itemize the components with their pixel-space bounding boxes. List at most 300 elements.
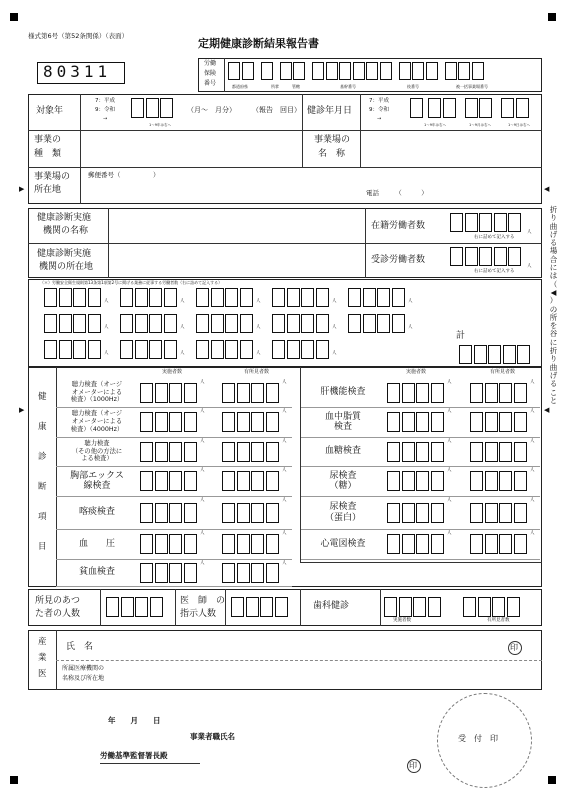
count-digit-box[interactable] [514,534,527,554]
count-digit-box[interactable] [120,288,133,307]
count-digit-box[interactable] [316,314,329,333]
count-digit-box[interactable] [485,471,498,491]
fold-marker: ◀ [544,406,550,414]
count-digit-box[interactable] [211,340,224,359]
count-digit-box[interactable] [402,503,415,523]
exam-count-boxes[interactable] [470,442,527,462]
count-digit-box[interactable] [266,534,279,554]
count-digit-box[interactable] [251,383,264,403]
count-digit-box[interactable] [88,340,101,359]
insurance-digit-box[interactable] [380,62,392,80]
count-digit-box[interactable] [363,288,376,307]
count-digit-box[interactable] [184,412,197,432]
count-digit-box[interactable] [470,534,483,554]
count-digit-box[interactable] [150,597,163,617]
count-digit-box[interactable] [140,563,153,583]
dental-findings-boxes[interactable] [463,597,520,617]
count-digit-box[interactable] [301,288,314,307]
count-digit-box[interactable] [499,442,512,462]
count-digit-box[interactable] [237,383,250,403]
count-digit-box[interactable] [231,597,244,617]
count-digit-box[interactable] [287,314,300,333]
insurance-digit-box[interactable] [326,62,338,80]
special-worker-count[interactable] [272,288,329,307]
exam-count-boxes[interactable] [387,383,444,403]
insurance-digit-box[interactable] [353,62,365,80]
count-digit-box[interactable] [514,383,527,403]
count-digit-box[interactable] [240,314,253,333]
exam-count-boxes[interactable] [140,503,197,523]
count-digit-box[interactable] [73,288,86,307]
unit-label: 人 [104,325,109,330]
count-digit-box[interactable] [222,563,235,583]
insurance-digit-box[interactable] [426,62,438,80]
exam-count-boxes[interactable] [140,412,197,432]
count-digit-box[interactable] [431,412,444,432]
count-digit-box[interactable] [237,442,250,462]
count-digit-box[interactable] [499,471,512,491]
count-digit-box[interactable] [399,597,412,617]
count-digit-box[interactable] [348,288,361,307]
unit-label: 人 [530,498,535,503]
enrolled-workers-boxes[interactable] [450,213,521,232]
count-digit-box[interactable] [73,314,86,333]
count-digit-box[interactable] [387,442,400,462]
count-digit-box[interactable] [514,412,527,432]
exam-item-label: 肝機能検査 [320,387,366,398]
special-worker-count[interactable] [196,340,253,359]
count-digit-box[interactable] [494,247,507,266]
total-digit-box[interactable] [503,345,516,364]
special-worker-count[interactable] [120,288,177,307]
count-digit-box[interactable] [140,503,153,523]
count-digit-box[interactable] [363,314,376,333]
exam-item-label: 喀痰検査 [78,507,115,518]
count-digit-box[interactable] [416,383,429,403]
special-worker-count[interactable] [44,314,101,333]
fold-instruction: 折 り 曲 げ る 場 合 に は （ ◀ ） の 所 を 谷 に 折 り 曲 げ る こ と [549,205,558,405]
count-digit-box[interactable] [384,597,397,617]
count-digit-box[interactable] [402,383,415,403]
count-digit-box[interactable] [272,314,285,333]
exam-count-boxes[interactable] [387,412,444,432]
count-digit-box[interactable] [266,412,279,432]
exam-count-boxes[interactable] [387,471,444,491]
count-digit-box[interactable] [225,288,238,307]
count-digit-box[interactable] [184,563,197,583]
count-digit-box[interactable] [169,471,182,491]
exam-count-boxes[interactable] [140,534,197,554]
count-digit-box[interactable] [88,288,101,307]
unit-label: 人 [447,468,452,473]
count-digit-box[interactable] [237,503,250,523]
count-digit-box[interactable] [237,471,250,491]
count-digit-box[interactable] [222,503,235,523]
count-digit-box[interactable] [140,383,153,403]
exam-count-boxes[interactable] [470,534,527,554]
count-digit-box[interactable] [240,288,253,307]
count-digit-box[interactable] [169,383,182,403]
date-digit-box[interactable] [516,98,529,118]
count-digit-box[interactable] [237,412,250,432]
receipt-stamp-label: 受 付 印 [458,734,498,743]
count-digit-box[interactable] [155,471,168,491]
count-digit-box[interactable] [416,503,429,523]
special-worker-count[interactable] [44,340,101,359]
count-digit-box[interactable] [121,597,134,617]
unit-label: 人 [200,380,205,385]
insurance-digit-box[interactable] [472,62,484,80]
exam-count-boxes[interactable] [470,412,527,432]
count-digit-box[interactable] [377,288,390,307]
count-digit-box[interactable] [470,412,483,432]
exam-count-boxes[interactable] [222,383,279,403]
count-digit-box[interactable] [196,314,209,333]
count-digit-box[interactable] [413,597,426,617]
count-digit-box[interactable] [465,213,478,232]
count-digit-box[interactable] [377,314,390,333]
count-digit-box[interactable] [149,288,162,307]
insurance-digit-box[interactable] [458,62,470,80]
unit-label: 人 [530,439,535,444]
count-digit-box[interactable] [240,340,253,359]
exam-count-boxes[interactable] [387,503,444,523]
total-digit-box[interactable] [488,345,501,364]
exam-items-vertical-label: 診 [38,452,47,462]
count-digit-box[interactable] [499,383,512,403]
count-digit-box[interactable] [184,442,197,462]
exam-count-boxes[interactable] [470,503,527,523]
total-digit-box[interactable] [517,345,530,364]
fold-marker: ▶ [19,185,25,193]
exam-item-label: 尿検査 （糖） [329,470,357,491]
insurance-digit-box[interactable] [293,62,305,80]
count-digit-box[interactable] [184,534,197,554]
count-digit-box[interactable] [416,442,429,462]
count-digit-box[interactable] [492,597,505,617]
exam-item-label: 血糖検査 [324,446,361,457]
count-digit-box[interactable] [88,314,101,333]
unit-label: 人 [104,299,109,304]
count-digit-box[interactable] [275,597,288,617]
special-worker-count[interactable] [120,340,177,359]
phone: 電話 （ ） [366,189,428,197]
count-digit-box[interactable] [514,503,527,523]
count-digit-box[interactable] [431,383,444,403]
dental-done-boxes[interactable] [384,597,441,617]
count-digit-box[interactable] [59,288,72,307]
count-digit-box[interactable] [184,503,197,523]
count-digit-box[interactable] [106,597,119,617]
count-digit-box[interactable] [73,340,86,359]
registration-mark [10,776,18,784]
fold-marker: ▶ [19,406,25,414]
count-digit-box[interactable] [184,383,197,403]
form-code: 80311 [43,62,112,81]
count-digit-box[interactable] [149,340,162,359]
count-digit-box[interactable] [431,503,444,523]
count-digit-box[interactable] [222,471,235,491]
exam-count-boxes[interactable] [222,534,279,554]
count-digit-box[interactable] [316,340,329,359]
count-digit-box[interactable] [266,503,279,523]
count-digit-box[interactable] [507,597,520,617]
count-digit-box[interactable] [479,247,492,266]
count-digit-box[interactable] [251,471,264,491]
date-digit-box[interactable] [465,98,478,118]
count-digit-box[interactable] [169,412,182,432]
count-digit-box[interactable] [155,534,168,554]
unit-label: 人 [282,498,287,503]
count-digit-box[interactable] [155,383,168,403]
count-digit-box[interactable] [499,412,512,432]
count-digit-box[interactable] [450,247,463,266]
exam-count-boxes[interactable] [222,563,279,583]
count-digit-box[interactable] [508,247,521,266]
target-year-boxes[interactable] [131,98,173,118]
count-digit-box[interactable] [485,503,498,523]
special-worker-count[interactable] [272,314,329,333]
count-digit-box[interactable] [301,340,314,359]
count-digit-box[interactable] [251,563,264,583]
unit-label: 人 [282,409,287,414]
count-digit-box[interactable] [196,288,209,307]
special-worker-count[interactable] [348,288,405,307]
count-digit-box[interactable] [164,288,177,307]
total-digit-box[interactable] [459,345,472,364]
insurance-digit-box[interactable] [339,62,351,80]
physician-name-label: 氏 名 [66,642,94,652]
count-digit-box[interactable] [251,442,264,462]
count-digit-box[interactable] [222,442,235,462]
count-digit-box[interactable] [287,340,300,359]
count-digit-box[interactable] [387,534,400,554]
count-digit-box[interactable] [211,314,224,333]
count-digit-box[interactable] [140,412,153,432]
count-digit-box[interactable] [164,314,177,333]
count-digit-box[interactable] [479,213,492,232]
count-digit-box[interactable] [465,247,478,266]
count-digit-box[interactable] [237,563,250,583]
exam-count-boxes[interactable] [470,383,527,403]
special-worker-count[interactable] [348,314,405,333]
target-year-label: 対象年 [36,106,64,116]
total-digit-box[interactable] [474,345,487,364]
exam-item-label: 貧血検査 [78,567,115,578]
count-digit-box[interactable] [478,597,491,617]
count-digit-box[interactable] [251,503,264,523]
count-digit-box[interactable] [402,442,415,462]
count-digit-box[interactable] [272,340,285,359]
count-digit-box[interactable] [387,412,400,432]
count-digit-box[interactable] [135,597,148,617]
count-digit-box[interactable] [149,314,162,333]
exam-count-boxes[interactable] [140,383,197,403]
count-digit-box[interactable] [140,442,153,462]
exam-item-label: 尿検査 （蛋白） [324,502,361,523]
insurance-digit-box[interactable] [261,62,273,80]
insurance-digit-box[interactable] [445,62,457,80]
exam-count-boxes[interactable] [222,442,279,462]
insurance-digit-box[interactable] [366,62,378,80]
exam-items-vertical-label: 康 [38,422,47,432]
fold-marker: ◀ [544,185,550,193]
count-digit-box[interactable] [301,314,314,333]
date-digit-box[interactable] [479,98,492,118]
count-digit-box[interactable] [387,383,400,403]
exam-count-boxes[interactable] [222,503,279,523]
special-worker-count[interactable] [272,340,329,359]
date-digit-box[interactable] [443,98,456,118]
count-digit-box[interactable] [196,340,209,359]
count-digit-box[interactable] [155,442,168,462]
year-digit-box[interactable] [146,98,159,118]
insurance-digit-box[interactable] [399,62,411,80]
exam-date-boxes[interactable] [410,98,529,118]
insurance-number-boxes[interactable] [228,62,484,80]
count-digit-box[interactable] [44,340,57,359]
count-digit-box[interactable] [450,213,463,232]
count-digit-box[interactable] [266,563,279,583]
count-digit-box[interactable] [237,534,250,554]
count-digit-box[interactable] [44,314,57,333]
count-digit-box[interactable] [470,442,483,462]
count-digit-box[interactable] [140,534,153,554]
special-worker-count[interactable] [44,288,101,307]
count-digit-box[interactable] [499,534,512,554]
count-digit-box[interactable] [402,534,415,554]
count-digit-box[interactable] [470,471,483,491]
exam-count-boxes[interactable] [140,442,197,462]
unit-label: 人 [200,498,205,503]
date-digit-box[interactable] [501,98,514,118]
count-digit-box[interactable] [494,213,507,232]
count-digit-box[interactable] [287,288,300,307]
findings-count-boxes[interactable] [106,597,163,617]
count-digit-box[interactable] [485,412,498,432]
count-digit-box[interactable] [463,597,476,617]
total-boxes[interactable] [459,345,530,364]
date-digit-box[interactable] [410,98,423,118]
count-digit-box[interactable] [387,503,400,523]
count-digit-box[interactable] [59,340,72,359]
count-digit-box[interactable] [155,563,168,583]
count-digit-box[interactable] [135,288,148,307]
count-digit-box[interactable] [169,534,182,554]
count-digit-box[interactable] [431,534,444,554]
count-digit-box[interactable] [120,340,133,359]
year-digit-box[interactable] [131,98,144,118]
count-digit-box[interactable] [225,340,238,359]
count-digit-box[interactable] [416,412,429,432]
count-digit-box[interactable] [508,213,521,232]
count-digit-box[interactable] [184,471,197,491]
count-digit-box[interactable] [169,442,182,462]
count-digit-box[interactable] [470,383,483,403]
count-digit-box[interactable] [251,412,264,432]
count-digit-box[interactable] [266,471,279,491]
exam-count-boxes[interactable] [387,534,444,554]
count-digit-box[interactable] [169,503,182,523]
count-digit-box[interactable] [135,340,148,359]
count-digit-box[interactable] [316,288,329,307]
count-digit-box[interactable] [514,471,527,491]
count-digit-box[interactable] [431,471,444,491]
count-digit-box[interactable] [428,597,441,617]
year-digit-box[interactable] [160,98,173,118]
exam-count-boxes[interactable] [387,442,444,462]
count-digit-box[interactable] [222,412,235,432]
count-digit-box[interactable] [260,597,273,617]
count-digit-box[interactable] [155,412,168,432]
count-digit-box[interactable] [155,503,168,523]
count-digit-box[interactable] [485,383,498,403]
registration-mark [548,776,556,784]
special-worker-count[interactable] [120,314,177,333]
insurance-digit-box[interactable] [412,62,424,80]
date-digit-box[interactable] [428,98,441,118]
exam-count-boxes[interactable] [140,471,197,491]
count-digit-box[interactable] [59,314,72,333]
count-digit-box[interactable] [222,383,235,403]
count-digit-box[interactable] [222,534,235,554]
count-digit-box[interactable] [431,442,444,462]
count-digit-box[interactable] [416,534,429,554]
count-digit-box[interactable] [266,442,279,462]
addressee: 労働基準監督署長殿 [100,751,168,760]
instructed-count-boxes[interactable] [231,597,288,617]
exam-count-boxes[interactable] [222,412,279,432]
count-digit-box[interactable] [164,340,177,359]
count-digit-box[interactable] [392,288,405,307]
count-digit-box[interactable] [120,314,133,333]
count-digit-box[interactable] [392,314,405,333]
count-digit-box[interactable] [140,471,153,491]
insurance-digit-box[interactable] [228,62,240,80]
count-digit-box[interactable] [485,442,498,462]
exam-count-boxes[interactable] [470,471,527,491]
count-digit-box[interactable] [135,314,148,333]
count-digit-box[interactable] [387,471,400,491]
count-digit-box[interactable] [44,288,57,307]
count-digit-box[interactable] [402,412,415,432]
unit-label: 人 [256,299,261,304]
count-digit-box[interactable] [225,314,238,333]
exam-count-boxes[interactable] [222,471,279,491]
count-digit-box[interactable] [514,442,527,462]
count-digit-box[interactable] [402,471,415,491]
examined-workers-boxes[interactable] [450,247,521,266]
count-digit-box[interactable] [246,597,259,617]
insurance-digit-box[interactable] [280,62,292,80]
enrolled-workers-label: 在籍労働者数 [371,221,426,231]
insurance-digit-box[interactable] [242,62,254,80]
insurance-digit-box[interactable] [312,62,324,80]
count-digit-box[interactable] [499,503,512,523]
count-digit-box[interactable] [416,471,429,491]
count-digit-box[interactable] [272,288,285,307]
count-digit-box[interactable] [348,314,361,333]
count-digit-box[interactable] [485,534,498,554]
special-worker-count[interactable] [196,314,253,333]
count-digit-box[interactable] [470,503,483,523]
count-digit-box[interactable] [251,534,264,554]
count-digit-box[interactable] [266,383,279,403]
count-digit-box[interactable] [211,288,224,307]
special-worker-count[interactable] [196,288,253,307]
exam-count-boxes[interactable] [140,563,197,583]
count-digit-box[interactable] [169,563,182,583]
